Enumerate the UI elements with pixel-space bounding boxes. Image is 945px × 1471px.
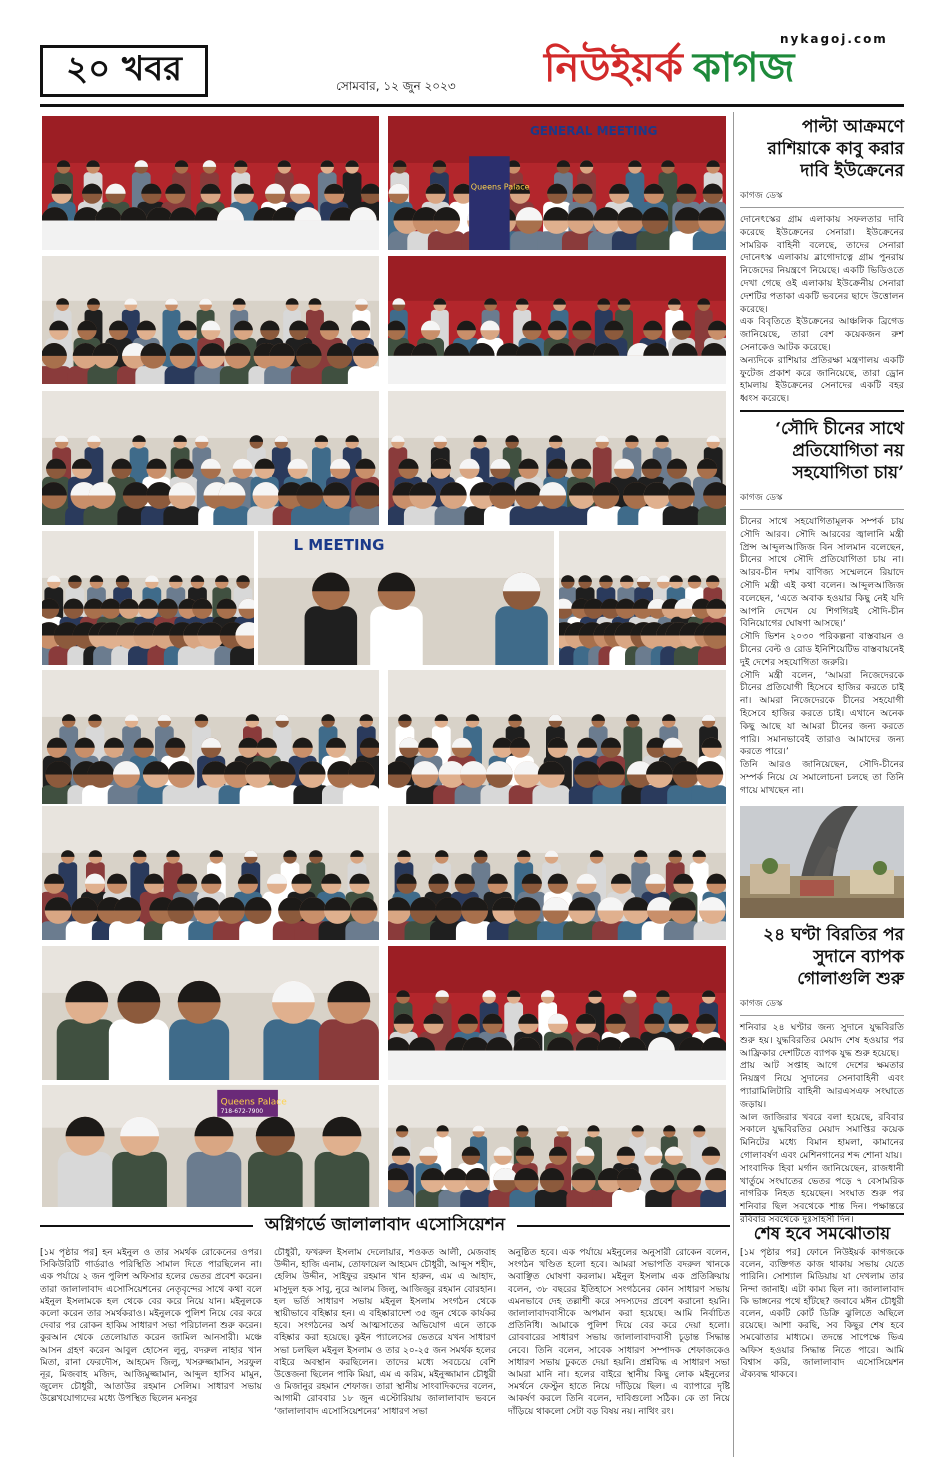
paragraph: সৌদি ভিশন ২০৩০ পরিকল্পনা বাস্তবায়ন ও চীনের বেল্ট ও রোড ইনিশিয়েটিভ বাস্তবায়নেই দুই দেশের সহযোগিতা জরুরি। [740, 631, 904, 668]
banner-text: L MEETING [293, 535, 385, 554]
event-photo [42, 256, 379, 384]
section-divider [740, 410, 904, 412]
paragraph: প্রায় আট সপ্তাহ আগে দেশের ক্ষমতার নিয়ন্ত্রণ নিয়ে সুদানের সেনাবাহিনী এবং প্যারামিলিটারি বাহিনী আরএসএফ সংঘাতে জড়ায়। [740, 1060, 904, 1110]
title-rule-left [40, 1225, 253, 1227]
jalalabad-headline[interactable]: অগ্নিগর্ভে জালালাবাদ এসোসিয়েশন [265, 1215, 505, 1235]
paragraph: এক বিবৃতিতে ইউক্রেনের আঞ্চলিক ব্রিগেড জানিয়েছে, তারা বেশ কয়েকজন রুশ সেনাকেও আটক করেছে। [740, 316, 904, 353]
event-photo [42, 946, 379, 1080]
event-photo [388, 806, 726, 940]
paragraph: অন্যদিকে রাশিয়ার প্রতিরক্ষা মন্ত্রণালয় একটি ফুটেজ প্রকাশ করে জানিয়েছে, তারা ড্রোন হামলায় ইউক্রেনের সেনাদের একটি বহর ধ্বংস করেছে। [740, 354, 904, 405]
event-photo [258, 531, 554, 665]
article-column: [১ম পৃষ্ঠার পর] হন মইনুল ও তার সমর্থক রোকেনের ওপর। সিকিউরিটি গার্ডরাও পরিস্থিতি সামাল দিতে পারছিলেন না। এক পর্যায়ে ২ জন পুলিশ অফিসার হলের ভেতর প্রবেশ করেন। তারা জালালাবাদ এসোসিয়েশনের নেতৃবৃন্দের সাথে কথা বলে মইনুল ইসলামকে হল থেকে বের করে নিয়ে যান। মইনুলকে কলো করেন তার সমর্থকরাও। মইনুলকে পুলিশ নিয়ে বের করে দেবার পর রোকন হাকিম সাধারণ সভা পরিচালনা শুরু করেন। কুরআন থেকে তেলোয়াত করেন জামিল আনসারী। মঞ্চে আসন গ্রহণ করেন আবুল হোসেন লুনু, বদরুল নাহার খান মিতা, রানা ফেরদৌস, আহমেদ জিলু, খসরুজ্জামান, সরফুল নূর, মিজবাহ মজিদ, আজিমুজ্জামান, আব্দুল হাসিব মামুন, জুলেদ চৌধুরী, আতাউর রহমান সেলিম। সাধারণ সভায় উল্লেখযোগ্যদের মধ্যে উপস্থিত ছিলেন মনসুর [40, 1248, 262, 1405]
banner-text: GENERAL MEETING [529, 123, 658, 138]
saudi-headline[interactable]: ‘সৌদি চীনের সাথে প্রতিযোগিতা নয় সহযোগিতা চায়’ [775, 419, 904, 483]
paragraph: দোনেৎস্কের গ্রাম এলাকায় সফলতার দাবি করেছে ইউক্রেনের সেনারা। ইউক্রেনের সামরিক বাহিনী বলেছে, তাদের সেনারা দোনেৎস্ক এলাকায় ব্লাগোদাত্নে গ্রাম পুনরায় নিজেদের নিয়ন্ত্রণে নিয়েছে। একটি ভিডিওতে দেখা গেছে ওই এলাকায় ইউক্রেনীয় সেনারা দেশটির পতাকা একটি ভবনের ছাদে উত্তোলন করেছে। [740, 214, 904, 315]
event-photo [42, 116, 379, 250]
masthead [0, 0, 945, 110]
event-photo [388, 116, 726, 250]
sudan-article [740, 924, 904, 1227]
newspaper-logo [544, 40, 914, 98]
sudan-headline[interactable]: ২৪ ঘণ্টা বিরতির পর সুদানে ব্যাপক গোলাগুলি শুরু [763, 925, 904, 989]
event-photo [388, 670, 726, 804]
paragraph: সৌদি মন্ত্রী বলেন, ‘আমরা নিজেদেরকে চীনের প্রতিযোগী হিসেবে হাজির করতে চাই না। আমরা নিজেদেরকে চীনের সহযোগী হিসেবে হাজির করতে চাই। এখানে অনেক কিছু আছে যা আমরা চীনের জন্য করতে পারি। সমানভাবেই তারাও আমাদের জন্য করতে পারে।’ [740, 669, 904, 758]
sponsor-phone: 718-672-7900 [220, 1108, 264, 1116]
page-number-box [40, 45, 208, 97]
ukraine-body [740, 214, 904, 406]
event-photo [388, 946, 726, 1080]
paragraph: সাংবাদিক হিবা মর্গান জানিয়েছেন, রাজধানী খার্তুমে সংঘাতের ভেতর পড়ে ৭ বেসামরিক নাগরিক নিহত হয়েছেন। সংঘাত শুরু পর শনিবার ছিল সবথেকে শান্ত দিন। পক্ষান্তরে রবিবার সবথেকে দুঃসাহসী দিন। [740, 1162, 904, 1225]
event-photo [559, 531, 726, 665]
jalalabad-title-bar [40, 1213, 730, 1239]
sudan-smoke-photo [740, 806, 904, 918]
event-photo [42, 1085, 379, 1207]
title-rule-right [517, 1225, 730, 1227]
desk-rule [740, 1015, 904, 1016]
event-photo [42, 531, 254, 665]
site-url[interactable]: nykagoj.com [780, 32, 888, 46]
saudi-article [740, 404, 904, 798]
logo-part-2: কাগজ [692, 43, 795, 91]
column-divider [733, 112, 734, 1457]
event-photo [42, 806, 379, 940]
article-column: অনুষ্ঠিত হবে। এক পর্যায়ে মইনুলের অনুসারী রোকেন বলেন, সংগঠন খণ্ডিত হলো হবে। আমরা সভাপতি বদরুল খানকে অবাঞ্ছিত ঘোষণা করলাম। মইনুল ইসলাম এক প্রতিক্রিয়ায় বলেন, ৩৮ বছরের ইতিহাসে সংগঠনের কোন সাধারণ সভায় এমনভাবে দেহ তল্লাশী করে সদস্যদের প্রবেশ করানো হয়নি। জালালাবাদবাসীকে অপমান করা হয়েছে। আমি নির্বাচিত প্রতিনিধি। আমাকে পুলিশ দিয়ে বের করে দেয়া হলো। রোববারের সাধারণ সভায় জালালাবাদবাসী চূড়ান্ত সিদ্ধান্ত নেবে। তিনি বলেন, সাবেক সাধারণ সম্পাদক শেফাজকেও সাধারণ সভায় ঢুকতে দেয়া হয়নি। প্রশ্নবিদ্ধ এ সাধারণ সভা আমরা মানি না। হলের বাইরে স্থানীয় কিছু লোক মইনুলের সমর্থনে ফেস্টুন হাতে নিয়ে দাঁড়িয়ে ছিল। এ ব্যাপারে দৃষ্টি আকর্ষণ করলে তিনি বলেন, দাবিগুলো সঠিক। কে তা নিয়ে দাঁড়িয়ে থাকলো সেটা বড় বিষয় নয়। নাথিং রং। [508, 1248, 730, 1417]
saudi-body [740, 516, 904, 798]
event-photo [388, 391, 726, 525]
paragraph: আল জাজিরার খবরে বলা হয়েছে, রবিবার সকালে যুদ্ধবিরতির মেয়াদ সমাপ্তির কয়েক মিনিটের মধ্যে বিমান হামলা, কামানের গোলাবর্ষণ এবং মেশিনগানের শব্দ শোনা যায়। [740, 1111, 904, 1161]
ukraine-headline[interactable]: পাল্টা আক্রমণে রাশিয়াকে কাবু করার দাবি ইউক্রেনের [767, 117, 904, 181]
shes-headline[interactable]: শেষ হবে সমঝোতায় [740, 1213, 904, 1249]
event-photo [42, 391, 379, 525]
desk-rule [740, 207, 904, 208]
paragraph: তিনি আরও জানিয়েছেন, সৌদি-চীনের সম্পর্ক নিয়ে যে সমালোচনা চলছে তা তিনি গায়ে মাখছেন না। [740, 759, 904, 796]
paragraph: শনিবার ২৪ ঘণ্টার জন্য সুদানে যুদ্ধবিরতি শুরু হয়। যুদ্ধবিরতির মেয়াদ শেষ হওয়ার পর আফ্রিকার দেশটিতে ব্যাপক যুদ্ধ শুরু হয়েছে। [740, 1022, 904, 1059]
saudi-desk: কাগজ ডেস্ক [740, 493, 783, 503]
sudan-body [740, 1022, 904, 1227]
desk-rule [740, 509, 904, 510]
masthead-rule [40, 104, 904, 107]
article-column: চৌধুরী, ফখরুল ইসলাম দেলোয়ার, শওকত আলী, মেজবাহ উদ্দীন, হাজি এনাম, তোফায়েল আহমেদ চৌধুরী, আব্দুস শহীদ, হেলিম উদ্দীন, সাইফুর রহমান খান হারুন, এম এ আহাদ, মাসুদুল হক সাবু, নুরে আলম জিলু, আজিজুর রহমান বোরহান। হল ভর্তি সাধারণ সভায় মইনুল ইসলাম সংগঠন থেকে স্থায়ীভাবে বহিষ্কার হন। এ বহিষ্কারাদেশ ৩৫ জুন থেকে কার্যকর হবে। সংগঠনের অর্থ আত্মসাতের অভিযোগ এনে তাকে বহিষ্কার করা হয়েছে। কুইন প্যালেসের ভেতরে যখন সাধারণ সভা চলছিল মইনুল ইসলাম ও তার ২০-২৫ জন সমর্থক হলের বাইরে অবস্থান করছিলেন। তাদের মধ্যে সবচেয়ে বেশি উত্তেজনা ছিলেন পাকি মিয়া, এম এ করিম, মইনুজ্জামান চৌধুরী ও মিজানুর রহমান শেফাজ। তারা স্থানীয় সাংবাদিকদের বলেন, আগামী রোববার ১৮ জুন এস্টোরিয়ায় জালালাবাদ ভবনে ‘জালালাবাদ এসোসিয়েশনের’ সাধারণ সভা [274, 1248, 496, 1417]
paragraph: চীনের সাথে সহযোগিতামূলক সম্পর্ক চায় সৌদি আরব। সৌদি আরবের জ্বালানি মন্ত্রী প্রিন্স আব্দুলআজিজ বিন সালমান বলেছেন, চীনের সাথে সৌদি প্রতিযোগিতা চায় না। আরব-চীন দশম বাণিজ্য সম্মেলনে রিয়াদে সৌদি মন্ত্রী এই কথা বলেন। আব্দুলআজিজ বলেছেন, ‘এতে অবাক হওয়ার কিছু নেই যদি আপনি দেখেন যে শিগগিরই সৌদি-চীন বিনিয়োগের ঘোষণা আসছে।’ [740, 516, 904, 630]
event-photo [42, 670, 379, 804]
jalalabad-body [40, 1247, 730, 1455]
ukraine-desk: কাগজ ডেস্ক [740, 191, 783, 201]
logo-part-1: নিউইয়র্ক [544, 43, 683, 91]
event-photo [388, 1085, 726, 1207]
event-photo [388, 256, 726, 384]
sponsor-text: Queens Palace [470, 182, 530, 192]
shes-body: [১ম পৃষ্ঠার পর] ফোনে নিউইয়র্ক কাগজকে বলেন, ব্যক্তিগত কাজ থাকায় সভায় যেতে পারিনি। সোশ্যাল মিডিয়ায় যা দেখলাম তার নিন্দা জানাই। এটা কাম্য ছিল না। জালালাবাদ কি ভাঙ্গনের পথে হাঁটছে? জবাবে মঈন চৌধুরী বলেন, একটি কোর্ট ডিক্রি ঝুলিতে অছিলে রয়েছে। আশা করছি, সব কিছুর শেষ হবে সমঝোতার মাধ্যমে। তদন্তে সাপেক্ষে ভিএ অফিস হওয়ার সিদ্ধান্ত নিতে পারে। আমি বিশ্বাস করি, জালালাবাদ এসোসিয়েশন ঐক্যবদ্ধ থাকবে। [740, 1248, 904, 1381]
ukraine-article [740, 116, 904, 406]
page-label: ২০ খবর [65, 48, 182, 89]
sudan-desk: কাগজ ডেস্ক [740, 999, 783, 1009]
issue-date: সোমবার, ১২ জুন ২০২৩ [336, 79, 456, 93]
sponsor-text: Queens Palace [220, 1097, 287, 1108]
